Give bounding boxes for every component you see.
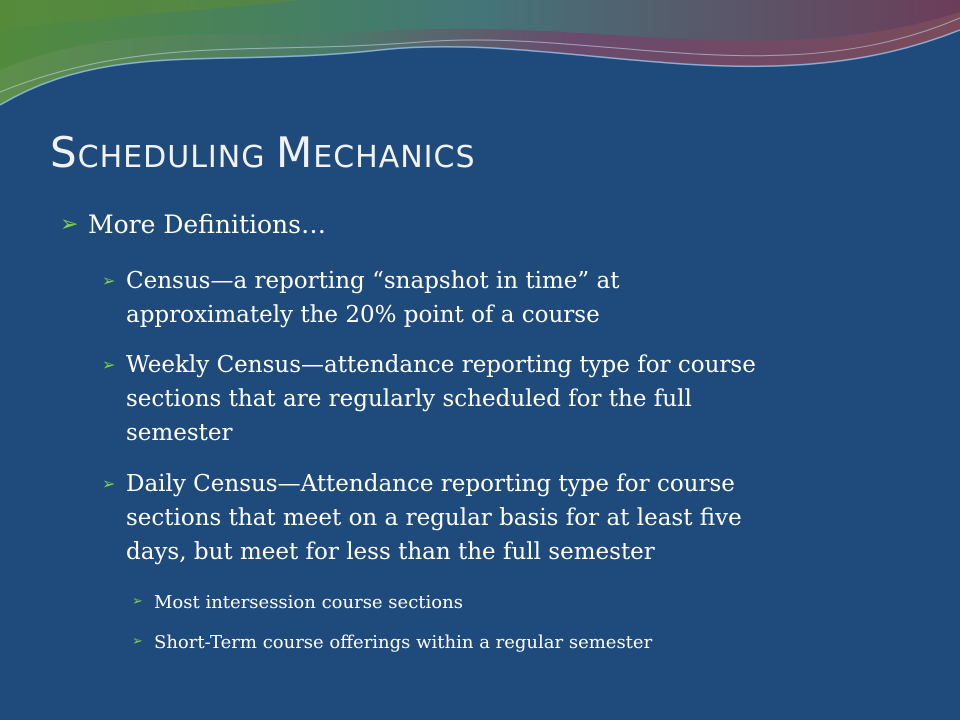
header-wave-decoration [0,0,960,130]
subbullet-short-term: ➢ Short-Term course offerings within a regular semester [132,632,653,653]
arrow-bullet-icon: ➢ [102,271,116,290]
arrow-bullet-icon: ➢ [102,355,116,374]
bullet-daily-census: ➢ Daily Census—Attendance reporting type for course sections that meet on a regular basis for at least five days, but meet for less than the full semester [126,467,742,569]
bullet-census: ➢ Census—a reporting “snapshot in time” at approximately the 20% point of a course [126,264,619,332]
slide-title: SCHEDULING MECHANICS [50,128,476,177]
arrow-bullet-icon: ➢ [102,474,116,493]
arrow-bullet-icon: ➢ [60,212,79,237]
bullet-level1-more-definitions: ➢ More Definitions… [60,210,326,239]
bullet-weekly-census: ➢ Weekly Census—attendance reporting type for course sections that are regularly scheduled for the full semester [126,348,756,450]
arrow-bullet-icon: ➢ [132,594,143,609]
subbullet-intersession: ➢ Most intersession course sections [132,592,463,613]
arrow-bullet-icon: ➢ [132,634,143,649]
